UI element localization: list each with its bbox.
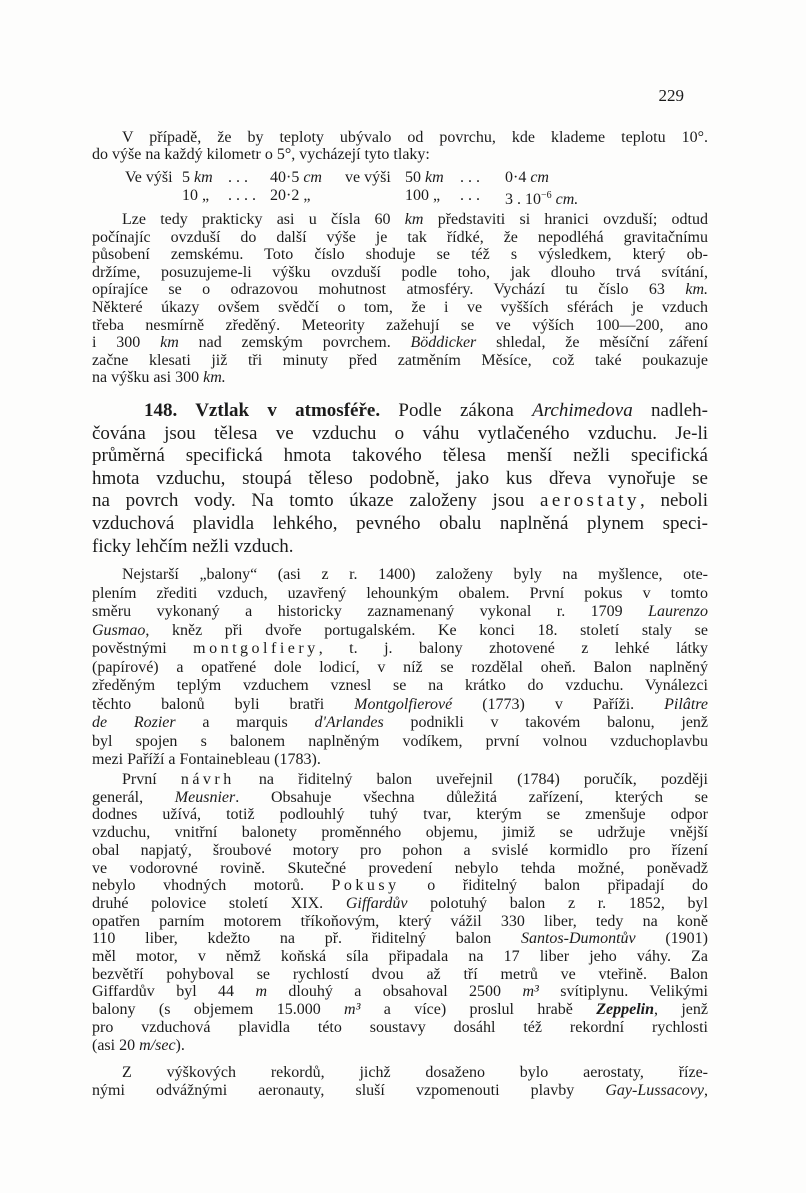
text-line [92,983,708,1001]
text-run: ficky lehčím nežli vzduch. [92,535,294,557]
text-run: začne klesati již tři minuty před zatměním Měsíce, což také poukazuje [92,351,708,369]
table-cell [505,169,549,187]
text-line [92,334,708,352]
table-cell [405,187,440,205]
text-run: shledal, že měsíční záření [476,334,708,352]
altitude-records-paragraph [92,1064,708,1099]
table-cell [460,187,480,205]
text-run: m³ [522,983,539,1001]
text-line [92,246,708,264]
text-run: Pokusy [331,877,400,895]
text-run: nadleh- [632,400,708,421]
text-run: 148. Vztlak v atmosféře. [144,400,381,421]
page-number: 229 [658,86,684,105]
text-run: Laurenzo [648,603,708,620]
text-line [92,751,708,770]
text-run: Podle zákona [380,400,533,421]
text-run: pověstnými [92,640,194,657]
text-run: m/sec [139,1036,176,1054]
text-run: zředěným teplým vzduchem vznesl se na krátko do vzduchu. Vynálezci [92,677,708,694]
table-cell [405,169,444,187]
table-cell [182,187,209,205]
text-line [92,129,708,146]
text-line [92,585,708,604]
text-line [92,400,708,423]
table-cell [125,169,173,187]
text-run: (papírové) a opatřené dole lodicí, v níž se rozdělal oheň. Balon naplněný [92,658,708,676]
text-run: vzduchu, vnitřní balonety proměnného objemu, jimiž se udržuje vnější [92,824,708,842]
text-run: m³ [344,1001,361,1019]
pressure-table [92,169,708,208]
text-run: nad zemským povrchem. [178,334,411,352]
text-run: Gay-Lussacovy [605,1081,704,1099]
balloon-history-paragraph [92,566,708,770]
text-line [92,824,708,842]
text-run: směru vykonaný a historicky zaznamenaný vykonal r. 1709 [92,603,649,620]
text-run: km. [203,369,226,387]
text-run: pro vzduchová plavidla této soustavy dosáhl též rekordní rychlosti [92,1018,708,1036]
table-cell [182,169,213,187]
text-run: km [160,334,179,352]
text-run: držíme, posuzujeme-li výšku ovzduší podle toho, jak dlouho trvá svítání, [92,263,708,281]
text-line [92,966,708,984]
text-line [92,677,708,696]
text-run: Santos-Dumontův [520,930,636,948]
text-run: a marquis [175,714,315,731]
text-run: na povrch vody. Na tomto úkaze založeny jsou [92,490,540,512]
text-line [92,860,708,878]
text-run: 100 „ [405,187,441,204]
text-run: Meusnier [174,788,236,806]
text-run: cm [303,169,322,186]
text-run: Giffardův [345,894,408,912]
table-row [92,169,708,187]
text-run: ). [175,1036,185,1054]
text-run: . . . . [228,187,256,204]
text-run: 50 [405,169,425,186]
text-run: , kněz při dvoře portugalském. Ke konci 18. století staly se [145,621,708,639]
text-line [92,264,708,282]
text-run: podnikli v takovém balonu, jenž [383,714,709,731]
text-run: měl motor, v němž koňská síla připadala na 17 liber jeho váhy. Za [92,948,708,966]
text-run: 110 liber, kdežto na př. řiditelný balon [92,930,521,948]
text-run: . . . [460,169,480,186]
text-run: 0·4 [505,169,531,186]
text-run: Giffardův byl 44 [92,983,256,1001]
text-run: obal napjatý, šroubové motory pro pohon a svislé kormidlo pro řízení [92,841,708,859]
text-run: opírajíce se o odrazovou mohutnost atmosféry. Vychází tu číslo 63 [92,281,686,299]
text-run: čována jsou tělesa ve vzduchu o váhu vytlačeného vzduchu. Je-li [92,422,708,444]
text-run: Z výškových rekordů, jichž dosaženo bylo aerostaty, říze- [122,1064,708,1081]
atmosphere-limit-paragraph [92,211,708,387]
text-run: Ve výši [125,169,173,186]
text-run: dodnes užívá, totiž podlouhlý tuhý tvar, kterým se zmenšuje odpor [92,806,708,824]
text-run: 10 „ [182,187,210,204]
text-run: Böddicker [410,334,477,352]
text-run: balony (s objemem 15.000 [92,1001,345,1019]
text-run: (asi 20 [92,1036,140,1054]
text-run: −6 [541,190,552,201]
text-run: Lze tedy prakticky asi u čísla 60 [122,211,405,228]
text-run: (1773) v Paříži. [452,695,665,713]
text-line [92,281,708,299]
text-run: ve vodorovné rovině. Skutečné provedení nebylo tehda možné, poněvadž [92,859,708,877]
dirigible-paragraph [92,771,708,1054]
text-run: , [704,1081,708,1099]
table-cell [270,187,310,205]
text-line [92,714,708,733]
text-line [92,842,708,860]
text-run: Zeppelin [596,1001,654,1019]
text-line [92,299,708,317]
table-cell [345,169,391,187]
text-run: 40·5 [270,169,304,186]
text-run: V případě, že by teploty ubývalo od povrchu, kde klademe teplotu 10°. [122,129,708,146]
text-run: Montgolfierové [354,695,453,713]
text-run: . . . [228,169,248,186]
text-run: vzduchová plavidla lehkého, pevného obalu naplněná plynem speci- [92,512,708,534]
text-run: km [404,211,424,228]
text-run: druhé polovice století XIX. [92,894,346,912]
text-line [92,895,708,913]
text-line [92,696,708,715]
text-run: d'Arlandes [314,714,384,731]
text-run: na výšku asi 300 [92,369,204,387]
table-row [92,187,708,208]
text-line [92,490,708,513]
text-line [92,566,708,585]
text-run: Archimedova [532,400,633,421]
text-line [92,640,708,659]
text-run: První [122,771,181,788]
text-run: ve výši [345,169,391,186]
text-run: nebylo vhodných motorů. [92,877,332,895]
text-run: km [425,169,444,186]
text-run: představiti si hranici ovzduší; odtud [423,211,708,228]
text-run: m [255,983,268,1001]
text-run: mezi Paříží a Fontainebleau (1783). [92,751,321,768]
text-run: na řiditelný balon uveřejnil (1784) poručík, později [234,771,709,788]
text-run: cm [530,169,549,186]
text-line [92,733,708,752]
text-line [92,659,708,678]
text-run: 20·2 „ [270,187,311,204]
text-line [92,317,708,335]
text-run: Některé úkazy ovšem svědčí o tom, že i ve vyšších sférách je vzduch [92,298,708,316]
text-line [92,146,708,163]
text-line [92,352,708,370]
text-run: průměrná specifická hmota takového tělesa menší nežli specifická [92,445,708,467]
text-line [92,1037,708,1055]
text-run: působení zemskému. Toto číslo shoduje se též s výsledkem, který ob- [92,246,708,264]
text-run: polotuhý balon z r. 1852, byl [407,894,708,912]
text-line [92,1064,708,1082]
text-line [92,1001,708,1019]
text-run: . . . [460,187,480,204]
text-run: . Obsahuje všechna důležitá zařízení, kterých se [235,788,709,806]
text-run: 5 [182,169,194,186]
text-line [92,877,708,895]
text-run: hmota vzduchu, stoupá těleso podobně, jako kus dřeva vynořuje se [92,467,708,489]
text-run: Pilâtre [664,695,708,713]
text-run: Nejstarší „balony“ (asi z r. 1400) založeny byly na myšlence, ote- [122,566,708,583]
text-line [92,948,708,966]
text-run: návrh [180,771,235,788]
text-run: , jenž [653,1001,708,1019]
text-run: dlouhý a obsahoval 2500 [267,983,523,1001]
text-line [92,1019,708,1037]
text-line [92,445,708,468]
text-line [92,468,708,491]
text-line [92,806,708,824]
table-cell [270,169,322,187]
text-run: bezvětří pohyboval se rychlostí dvou až tří metrů ve vteřině. Balon [92,965,708,983]
text-line [92,229,708,247]
text-line [92,423,708,446]
text-run: km [194,169,213,186]
text-run: (1901) [635,930,709,948]
text-run: Gusmao [92,621,146,639]
text-run: o řiditelný balon připadají do [399,877,708,895]
table-cell [505,187,578,209]
text-line [92,771,708,789]
text-run: , neboli [640,490,708,512]
text-run: nými odvážnými aeronauty, sluší vzpomenouti plavby [92,1081,606,1099]
text-run: do výše na každý kilometr o 5°, vycházejí tyto tlaky: [92,146,430,163]
text-run: aerostaty [539,490,641,512]
section-148-buoyancy [92,400,708,558]
text-run: třeba nesmírně zředěný. Meteority zažehují se ve výších 100—200, ano [92,316,708,334]
text-line [92,913,708,931]
table-cell [228,169,248,187]
text-run: generál, [92,788,175,806]
text-line [92,1082,708,1100]
text-line [92,789,708,807]
text-run: de Rozier [92,714,176,731]
table-cell [228,187,256,205]
text-run: byl spojen s balonem naplněným vodíkem, první volnou vzduchoplavbu [92,732,708,750]
text-line [92,369,708,387]
text-run: , t. j. balony zhotovené z lehké látky [318,640,708,657]
text-line [92,603,708,622]
text-run: plením zřediti vzduch, uzavřený lehounkým obalem. První pokus v tomto [92,584,708,602]
text-line [92,211,708,229]
text-run: svítiplynu. Velikými [538,983,708,1001]
text-run: těchto balonů byli bratři [92,695,355,713]
text-run: km. [685,281,708,299]
table-cell [460,169,480,187]
intro-paragraph [92,129,708,163]
text-run: opatřen parním motorem tříkoňovým, který vážil 330 liber, tedy na koně [92,912,708,930]
text-run: počínajíc ovzduší do další výše je tak řídké, že nepodléhá gravitačnímu [92,228,708,246]
text-run: i 300 [92,334,161,352]
text-line [92,536,708,559]
text-line [92,622,708,641]
text-line [92,930,708,948]
text-run: a více) proslul hrabě [360,1001,597,1019]
text-run: montgolfiery [193,640,319,657]
text-run: 3 . 10 [505,191,541,208]
text-line [92,513,708,536]
text-run: cm. [555,191,579,208]
